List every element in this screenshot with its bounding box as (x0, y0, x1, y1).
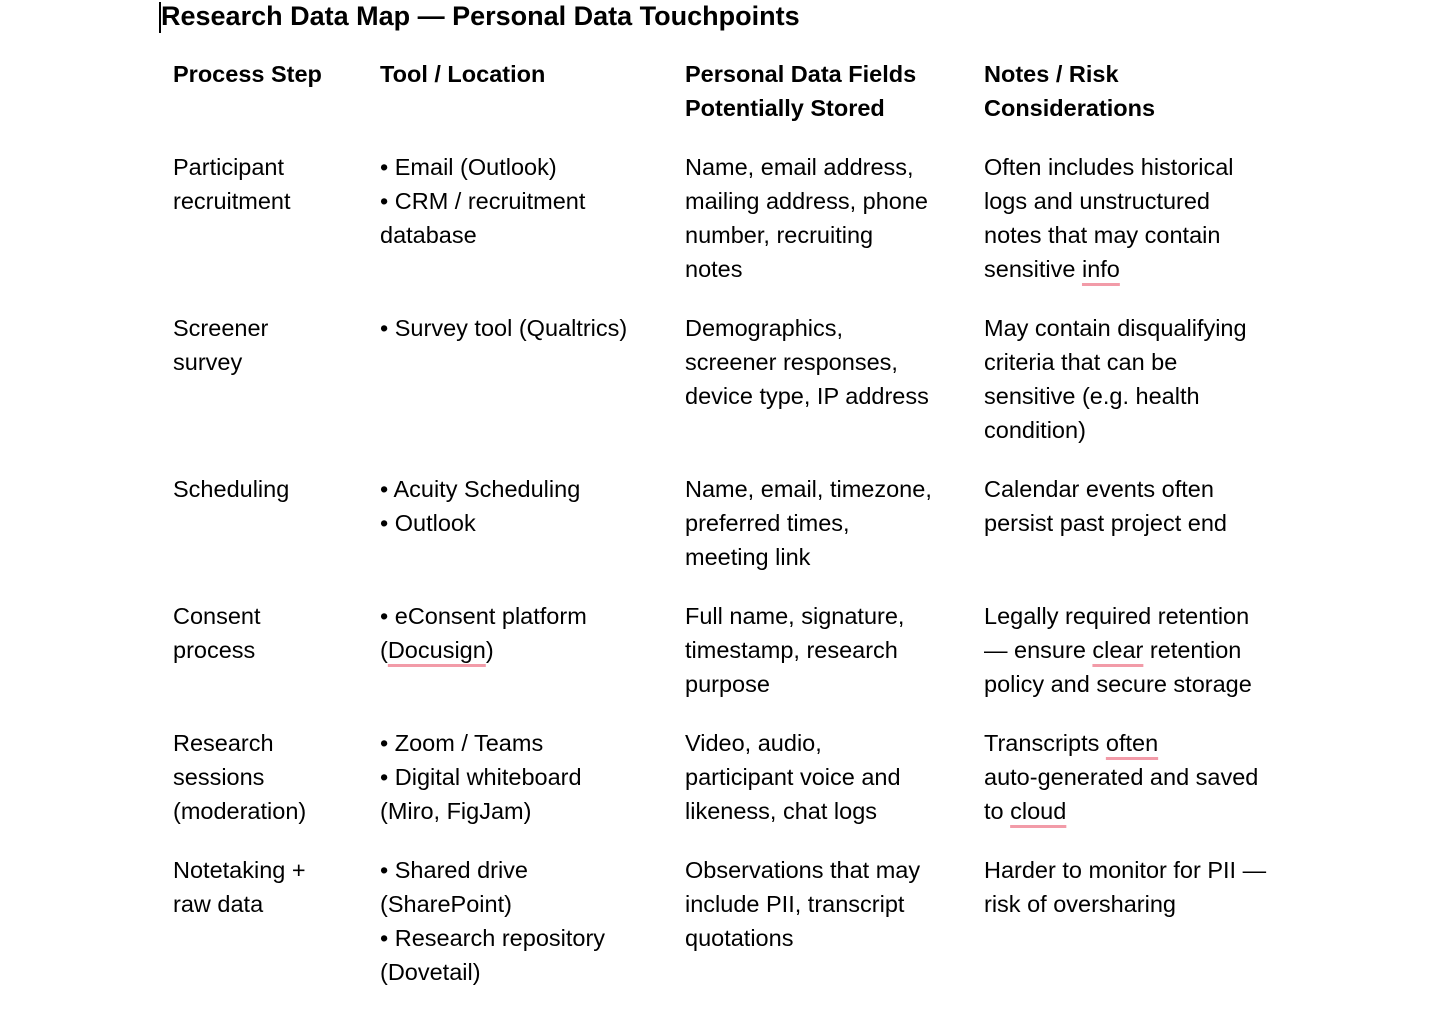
cell-text: mailing address, phone (685, 188, 928, 214)
cell-text: • Outlook (380, 510, 476, 536)
header-text: Process Step (173, 61, 322, 87)
cell-fields (685, 150, 984, 286)
cell-fields (685, 726, 984, 828)
cell-process-step (173, 853, 380, 921)
cell-fields (685, 853, 984, 955)
cell-text: quotations (685, 925, 794, 951)
table-row (173, 853, 1313, 993)
cell-text: • CRM / recruitment (380, 188, 586, 214)
cell-text: • Email (Outlook) (380, 154, 557, 180)
cell-text: Observations that may (685, 857, 921, 883)
cell-text: risk of oversharing (984, 891, 1176, 917)
cell-text: (moderation) (173, 798, 307, 824)
spellcheck-flagged-word[interactable]: info (1081, 256, 1120, 282)
cell-text: policy and secure storage (984, 671, 1252, 697)
data-map-table (173, 57, 1313, 993)
text-segment: ) (485, 637, 494, 663)
cell-text: sessions (173, 764, 265, 790)
cell-text: screener responses, (685, 349, 898, 375)
header-text: Potentially Stored (685, 95, 885, 121)
cell-text: Often includes historical (984, 154, 1234, 180)
cell-notes (984, 599, 1313, 701)
spellcheck-flagged-word[interactable]: often (1105, 730, 1159, 756)
cell-text: Legally required retention (984, 603, 1250, 629)
cell-text (984, 794, 1313, 828)
text-segment: — ensure (984, 637, 1093, 663)
spellcheck-flagged-word[interactable]: clear (1092, 637, 1144, 663)
cell-notes (984, 472, 1313, 540)
cell-text: likeness, chat logs (685, 798, 878, 824)
table-row (173, 311, 1313, 472)
cell-fields (685, 599, 984, 701)
cell-process-step (173, 599, 380, 667)
cell-text: persist past project end (984, 510, 1227, 536)
header-process-step (173, 57, 380, 91)
cell-text: sensitive (e.g. health (984, 383, 1200, 409)
cell-text: Notetaking + (173, 857, 306, 883)
cell-text (984, 726, 1313, 760)
cell-text: logs and unstructured (984, 188, 1211, 214)
cell-text: Research (173, 730, 274, 756)
cell-text: (SharePoint) (380, 891, 512, 917)
cell-text: include PII, transcript (685, 891, 905, 917)
header-text: Personal Data Fields (685, 61, 917, 87)
header-text: Tool / Location (380, 61, 546, 87)
cell-text: Consent (173, 603, 261, 629)
table-row (173, 599, 1313, 726)
text-segment: Transcripts (984, 730, 1106, 756)
cell-fields (685, 472, 984, 574)
text-segment: retention (1143, 637, 1242, 663)
cell-process-step (173, 150, 380, 218)
cell-text: database (380, 222, 477, 248)
cell-text: Video, audio, (685, 730, 822, 756)
cell-tool (380, 311, 685, 345)
text-segment: ( (380, 637, 388, 663)
text-segment: to (984, 798, 1011, 824)
cell-text: (Dovetail) (380, 959, 481, 985)
document-title: Research Data Map — Personal Data Touchpoints (161, 1, 800, 31)
cell-text (380, 633, 675, 667)
header-notes-risk (984, 57, 1313, 125)
cell-notes (984, 726, 1313, 828)
cell-text: condition) (984, 417, 1086, 443)
cell-text: notes that may contain (984, 222, 1221, 248)
cell-text (984, 252, 1313, 286)
cell-tool (380, 726, 685, 828)
table-row (173, 726, 1313, 853)
cell-tool (380, 853, 685, 989)
cell-text: recruitment (173, 188, 291, 214)
table-row (173, 472, 1313, 599)
cell-text: • eConsent platform (380, 603, 587, 629)
spellcheck-flagged-word[interactable]: Docusign (387, 637, 486, 663)
cell-text: number, recruiting (685, 222, 874, 248)
cell-process-step (173, 311, 380, 379)
cell-text: Participant (173, 154, 285, 180)
cell-process-step (173, 726, 380, 828)
cell-text: • Acuity Scheduling (380, 476, 581, 502)
cell-tool (380, 472, 685, 540)
header-tool-location (380, 57, 685, 91)
cell-text: purpose (685, 671, 770, 697)
spellcheck-flagged-word[interactable]: cloud (1010, 798, 1067, 824)
cell-text: raw data (173, 891, 264, 917)
cell-notes (984, 150, 1313, 286)
cell-text: survey (173, 349, 243, 375)
cell-text: device type, IP address (685, 383, 929, 409)
cell-text: • Zoom / Teams (380, 730, 544, 756)
cell-text: timestamp, research (685, 637, 898, 663)
table-header-row (173, 57, 1313, 150)
cell-text: • Research repository (380, 925, 606, 951)
cell-text: Calendar events often (984, 476, 1214, 502)
cell-text: Name, email, timezone, (685, 476, 932, 502)
cell-text: Harder to monitor for PII — (984, 857, 1267, 883)
cell-text: criteria that can be (984, 349, 1178, 375)
header-text: Notes / Risk (984, 61, 1119, 87)
cell-notes (984, 311, 1313, 447)
cell-text: Scheduling (173, 476, 290, 502)
cell-text: notes (685, 256, 743, 282)
cell-text: Screener (173, 315, 269, 341)
cell-tool (380, 599, 685, 667)
cell-text (984, 633, 1313, 667)
header-text: Considerations (984, 95, 1156, 121)
cell-text: • Shared drive (380, 857, 528, 883)
cell-text: Demographics, (685, 315, 844, 341)
cell-notes (984, 853, 1313, 921)
cell-tool (380, 150, 685, 252)
cell-text: May contain disqualifying (984, 315, 1247, 341)
cell-text: meeting link (685, 544, 811, 570)
cell-text: (Miro, FigJam) (380, 798, 532, 824)
cell-text: • Digital whiteboard (380, 764, 582, 790)
cell-process-step (173, 472, 380, 506)
cell-fields (685, 311, 984, 413)
cell-text: participant voice and (685, 764, 901, 790)
cell-text: Full name, signature, (685, 603, 905, 629)
cell-text: preferred times, (685, 510, 850, 536)
cell-text: Name, email address, (685, 154, 914, 180)
cell-text: process (173, 637, 256, 663)
header-personal-data-fields (685, 57, 984, 125)
cell-text: auto-generated and saved (984, 764, 1259, 790)
text-segment: sensitive (984, 256, 1082, 282)
cell-text: • Survey tool (Qualtrics) (380, 315, 628, 341)
table-row (173, 150, 1313, 311)
